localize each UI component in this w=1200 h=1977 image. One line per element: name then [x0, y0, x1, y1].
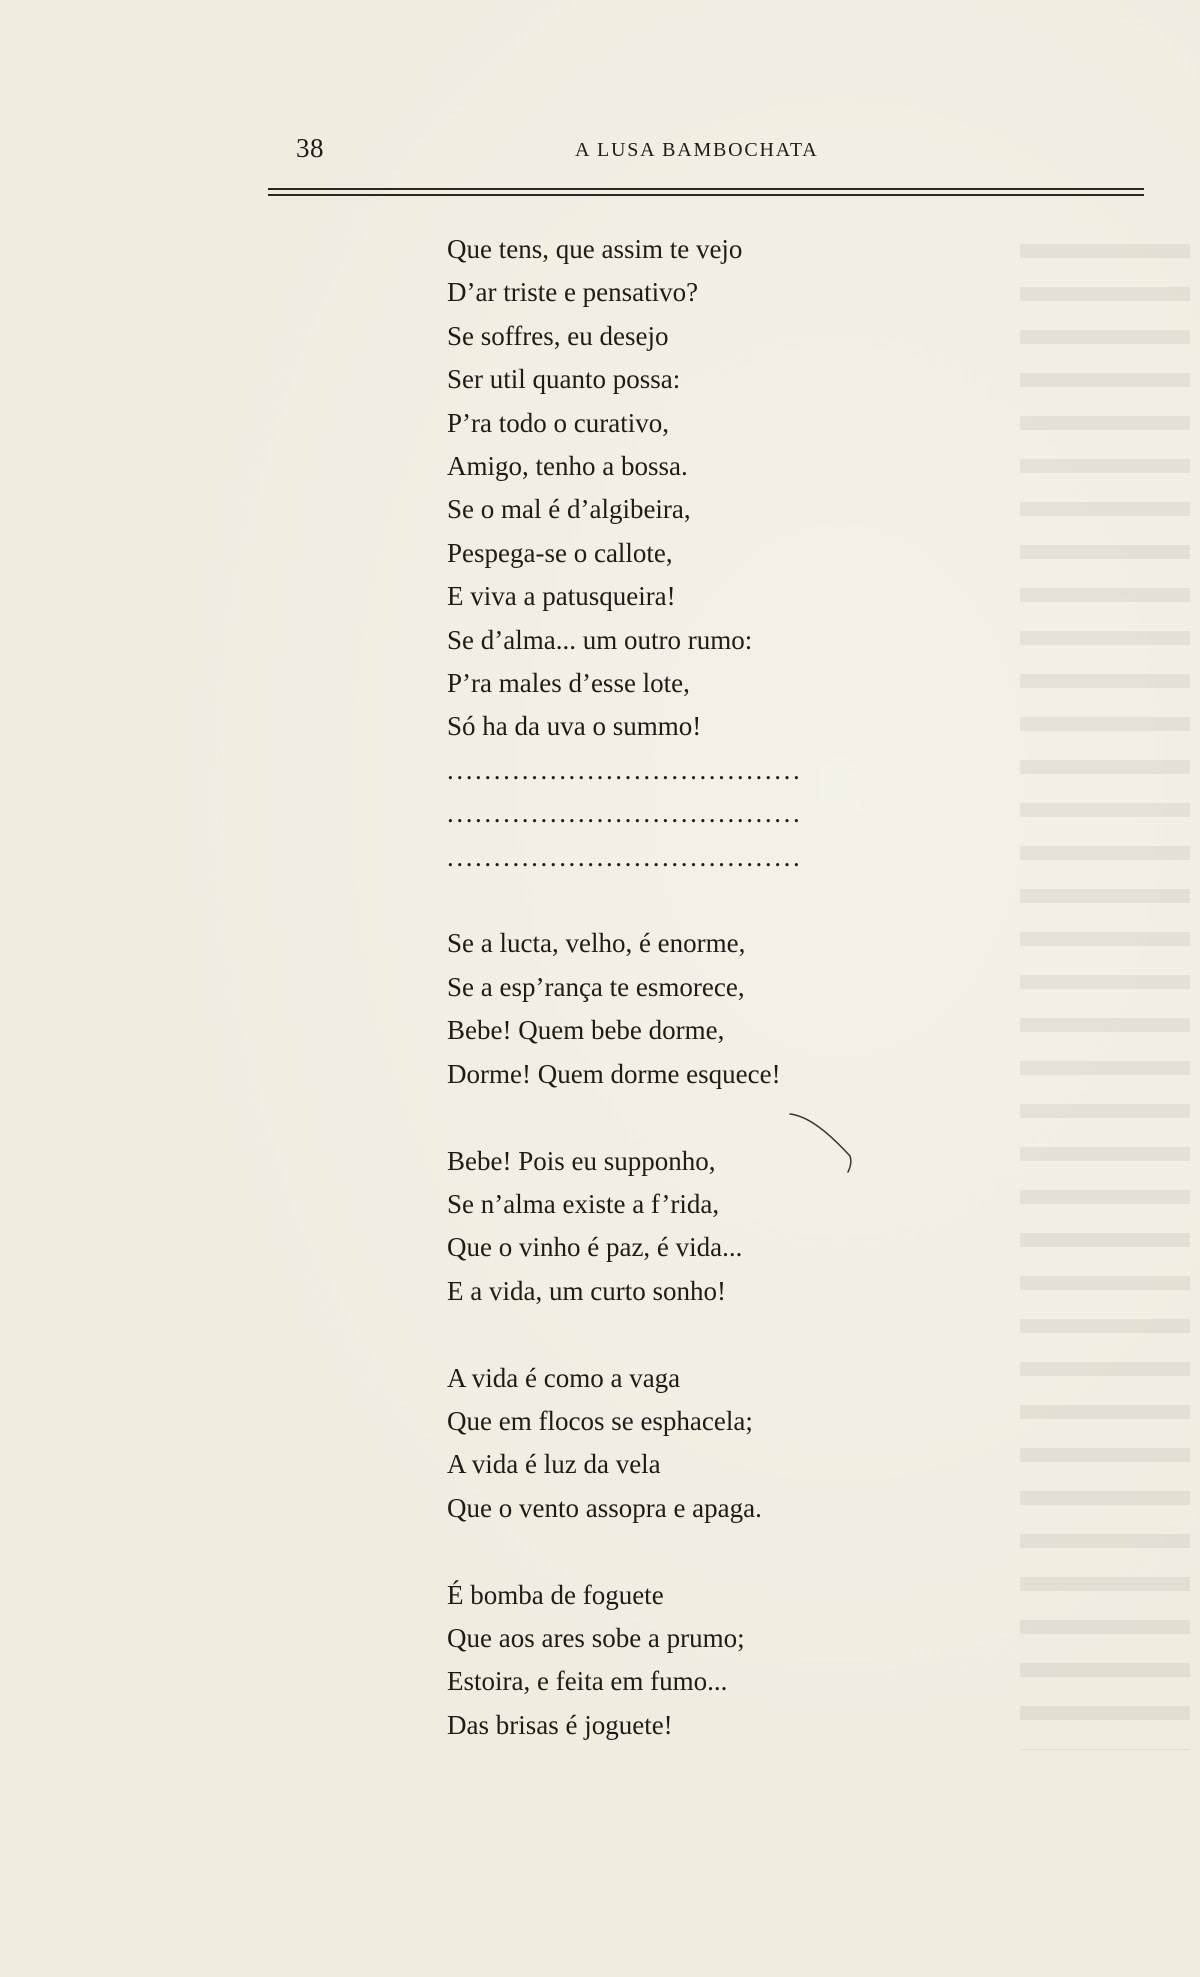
verse-line: Que o vento assopra e apaga.: [447, 1492, 762, 1523]
stanza-4: [447, 1357, 967, 1531]
verse-line: Se n’alma existe a f’rida,: [447, 1188, 720, 1219]
pencil-mark-icon: [788, 1110, 858, 1180]
ellipsis-row: ......................................: [447, 798, 803, 829]
stanza-1: [447, 228, 967, 879]
verse-line: Que tens, que assim te vejo: [447, 234, 743, 264]
verse-line: Se a esp’rança te esmorece,: [447, 971, 745, 1002]
verse-line: Que o vinho é paz, é vida...: [447, 1232, 743, 1263]
show-through-text: [1020, 230, 1190, 1750]
verse-line: Dorme! Quem dorme esquece!: [447, 1058, 781, 1089]
verse-line: P’ra todo o curativo,: [447, 407, 669, 438]
verse-line: Estoira, e feita em fumo...: [447, 1666, 728, 1697]
verse-line: Se a lucta, velho, é enorme,: [447, 928, 746, 959]
stanza-3: [447, 1140, 967, 1314]
verse-line: Bebe! Quem bebe dorme,: [447, 1015, 725, 1046]
verse-line: A vida é luz da vela: [447, 1449, 661, 1480]
verse-line: Das brisas é joguete!: [447, 1709, 673, 1740]
stanza-2: [447, 922, 967, 1096]
header-rule-thick: [268, 188, 1144, 190]
verse-line: Se o mal é d’algibeira,: [447, 494, 691, 525]
verse-line: Que em flocos se esphacela;: [447, 1405, 753, 1436]
header-double-rule: [268, 188, 1144, 196]
verse-line: Amigo, tenho a bossa.: [447, 451, 688, 482]
verse-line: É bomba de foguete: [447, 1579, 664, 1610]
verse-line: Bebe! Pois eu supponho,: [447, 1145, 716, 1176]
ellipsis-row: ......................................: [447, 841, 803, 872]
running-head: [268, 128, 1144, 168]
verse-line: E viva a patusqueira!: [447, 581, 676, 612]
verse-line: P’ra males d’esse lote,: [447, 668, 690, 699]
running-title: A LUSA BAMBOCHATA: [575, 139, 819, 161]
verse-line: Que aos ares sobe a prumo;: [447, 1622, 745, 1653]
verse-line: Pespega-se o callote,: [447, 537, 673, 568]
poem-body: [447, 228, 967, 1747]
verse-line: Só ha da uva o summo!: [447, 711, 702, 742]
ellipsis-row: ......................................: [447, 754, 803, 785]
verse-line: D’ar triste e pensativo?: [447, 277, 699, 308]
verse-line: Se soffres, eu desejo: [447, 320, 669, 351]
verse-line: A vida é como a vaga: [447, 1362, 681, 1393]
verse-line: Se d’alma... um outro rumo:: [447, 624, 753, 655]
verse-line: Ser util quanto possa:: [447, 364, 681, 395]
stanza-5: [447, 1574, 967, 1748]
page-number: 38: [296, 133, 324, 163]
verse-line: E a vida, um curto sonho!: [447, 1275, 726, 1306]
header-rule-thin: [268, 194, 1144, 196]
